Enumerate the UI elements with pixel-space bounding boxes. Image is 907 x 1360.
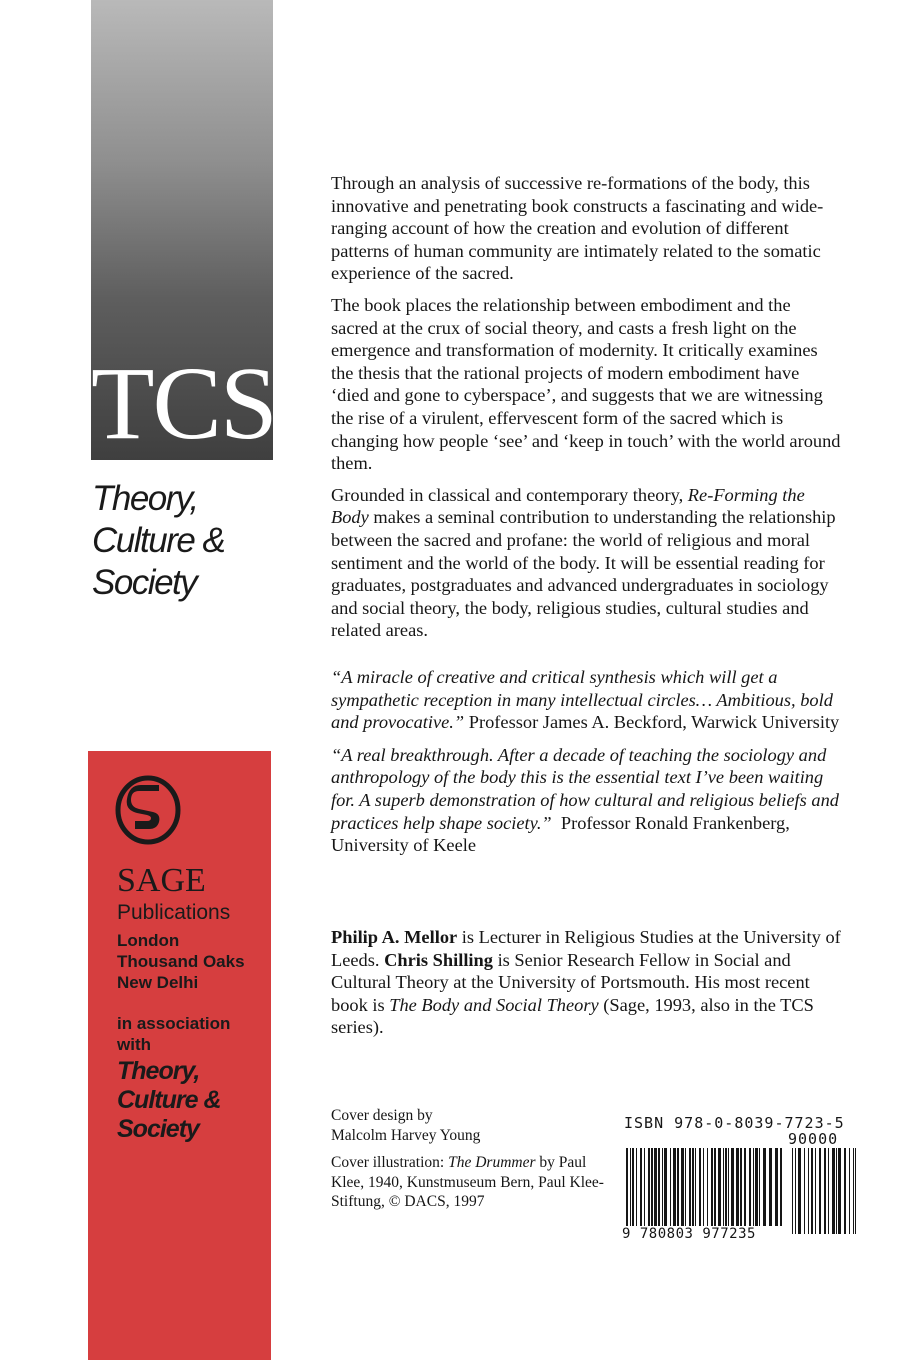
series-title-line: Theory, — [92, 479, 198, 518]
barcode-bar — [630, 1148, 631, 1226]
barcode-bar — [664, 1148, 667, 1226]
author-bio — [331, 926, 841, 1039]
barcode-bar — [640, 1148, 642, 1226]
series-title-line: Society — [92, 563, 197, 602]
illustration-label: Cover illustration: — [331, 1154, 449, 1171]
review-attribution: Professor Ronald Frankenberg, University of Keele — [331, 812, 795, 856]
cover-credits — [331, 1106, 611, 1220]
barcode-bar — [636, 1148, 637, 1226]
review-quote: “A real breakthrough. After a decade of teaching the sociology and anthropology of the body this is the essential text I’ve been waiting for. A superb demonstration of how cultural and religious beliefs and practices help shape society.” — [331, 744, 839, 833]
barcode-bar — [677, 1148, 679, 1226]
barcode-bar — [728, 1148, 729, 1226]
barcode-bar — [832, 1148, 835, 1234]
barcode-bar — [855, 1148, 856, 1234]
barcode-bar — [707, 1148, 708, 1226]
association-series-line: Culture & — [117, 1086, 221, 1114]
reviews — [331, 666, 841, 867]
barcode-bar — [824, 1148, 826, 1234]
association-line: with — [117, 1035, 151, 1054]
blurb-paragraph: Through an analysis of successive re-formations of the body, this innovative and penetrating book constructs a fascinating and wide-ranging account of how the creation and evolution of different patterns of human community are intimately related to the somatic experience of the sacred. — [331, 173, 824, 284]
publisher-subtitle: Publications — [117, 901, 231, 924]
barcode-bar — [780, 1148, 782, 1226]
book-blurb — [331, 172, 841, 651]
price-code: 90000 — [788, 1130, 839, 1148]
blurb-paragraph — [331, 484, 841, 642]
barcode-bar — [763, 1148, 766, 1226]
barcode-bar — [673, 1148, 676, 1226]
barcode-bar — [654, 1148, 657, 1226]
barcode-bar — [731, 1148, 734, 1226]
barcode-bar — [755, 1148, 758, 1226]
barcode-bar — [703, 1148, 704, 1226]
barcode-bar — [723, 1148, 724, 1226]
barcode-bar — [828, 1148, 829, 1234]
barcode-bar — [626, 1148, 628, 1226]
illustration-title: The Drummer — [448, 1154, 536, 1171]
barcode-bar — [753, 1148, 754, 1226]
blurb-text: makes a seminal contribution to understanding the relationship between the sacred and profane: the world of religious and moral sentiment and the world of the body. It will be essential reading for graduates, postgraduates and advanced undergraduates in sociology and social theory, the body, religious studies, cultural studies and related areas. — [331, 507, 836, 641]
barcode-bar — [798, 1148, 801, 1234]
barcode-bar — [804, 1148, 805, 1234]
barcode-bar — [648, 1148, 650, 1226]
barcode-bar — [815, 1148, 816, 1234]
book-title: The Body and Social Theory — [389, 994, 599, 1015]
isbn-label: ISBN 978-0-8039-7723-5 — [624, 1114, 845, 1132]
designer-name: Malcolm Harvey Young — [331, 1126, 481, 1144]
barcode-bar — [844, 1148, 846, 1234]
illustration-by: by Paul Klee, 1940, Kunstmuseum Bern, Paul Klee-Stiftung, © DACS, 1997 — [331, 1154, 604, 1210]
series-abbrev: TCS — [91, 346, 276, 461]
author-name: Chris Shilling — [384, 949, 493, 970]
barcode-bar — [695, 1148, 696, 1226]
barcode-bar — [836, 1148, 837, 1234]
barcode-bar — [792, 1148, 793, 1234]
review — [331, 666, 841, 734]
series-title — [92, 478, 292, 604]
bio-paragraph — [331, 926, 841, 1039]
barcode-bar — [714, 1148, 716, 1226]
barcode-bar — [749, 1148, 751, 1226]
ean-digits: 9 780803 977235 — [622, 1226, 756, 1242]
barcode-bar — [632, 1148, 634, 1226]
review — [331, 744, 841, 857]
barcode-bar — [849, 1148, 850, 1234]
barcode-bar — [670, 1148, 671, 1226]
barcode-bar — [662, 1148, 663, 1226]
illustration-credit — [331, 1153, 611, 1212]
series-title-line: Culture & — [92, 521, 225, 560]
review-attribution: Professor James A. Beckford, Warwick University — [464, 712, 840, 733]
barcode-bar — [644, 1148, 645, 1226]
barcode-bar — [681, 1148, 684, 1226]
barcode-bar — [689, 1148, 691, 1226]
barcode-bar — [718, 1148, 721, 1226]
review-quote: “A miracle of creative and critical synthesis which will get a sympathetic reception in many intellectual circles… Ambitious, bold and provocative.” — [331, 667, 833, 733]
barcode-bar — [795, 1148, 796, 1234]
barcode-bar — [736, 1148, 739, 1226]
barcode-bar — [699, 1148, 701, 1226]
bio-text: is Senior Research Fellow in Social and Cultural Theory at the University of Portsmouth. His most recent book is — [331, 949, 810, 1015]
blurb-paragraph: The book places the relationship between embodiment and the sacred at the crux of social theory, and casts a fresh light on the emergence and transformation of modernity. It critically examines the thesis that the rational projects of modern embodiment have ‘died and gone to cyberspace’, and suggests that we are witnessing the rise of a virulent, effervescent form of the sacred which is changing how people ‘see’ and ‘keep in touch’ with the world around them. — [331, 294, 841, 474]
barcode-bar — [808, 1148, 809, 1234]
barcode-bar — [838, 1148, 841, 1234]
sage-s-logo-icon — [115, 775, 181, 845]
city: London — [117, 931, 180, 950]
barcode-bar — [853, 1148, 854, 1234]
book-title: Re-Forming the Body — [331, 484, 805, 528]
barcode-bar — [740, 1148, 742, 1226]
barcode-bar — [685, 1148, 686, 1226]
barcode-bar — [759, 1148, 760, 1226]
barcode-bar — [725, 1148, 727, 1226]
design-label: Cover design by — [331, 1107, 433, 1124]
barcode-bar — [692, 1148, 694, 1226]
barcode-bar — [711, 1148, 713, 1226]
design-credit — [331, 1106, 611, 1145]
association-note — [117, 1013, 230, 1055]
city: Thousand Oaks — [117, 952, 245, 971]
barcode-bar — [651, 1148, 653, 1226]
bio-text: is Lecturer in Religious Studies at the University of Leeds. — [331, 927, 841, 970]
publisher-name: SAGE — [117, 862, 206, 899]
city: New Delhi — [117, 973, 199, 992]
author-name: Philip A. Mellor — [331, 927, 458, 947]
barcode-bar — [819, 1148, 821, 1234]
bio-text: (Sage, 1993, also in the TCS series). — [331, 994, 814, 1038]
association-series-line: Society — [117, 1115, 199, 1143]
barcode-bar — [769, 1148, 772, 1226]
barcode-bar — [775, 1148, 778, 1226]
blurb-text: Grounded in classical and contemporary theory, — [331, 484, 688, 505]
publisher-cities — [117, 930, 245, 993]
barcode-bar — [811, 1148, 813, 1234]
barcode-image — [620, 1148, 860, 1234]
barcode-bar — [658, 1148, 660, 1226]
association-line: in association — [117, 1014, 231, 1033]
association-series — [117, 1057, 221, 1144]
association-series-line: Theory, — [117, 1057, 200, 1085]
barcode-bar — [744, 1148, 746, 1226]
